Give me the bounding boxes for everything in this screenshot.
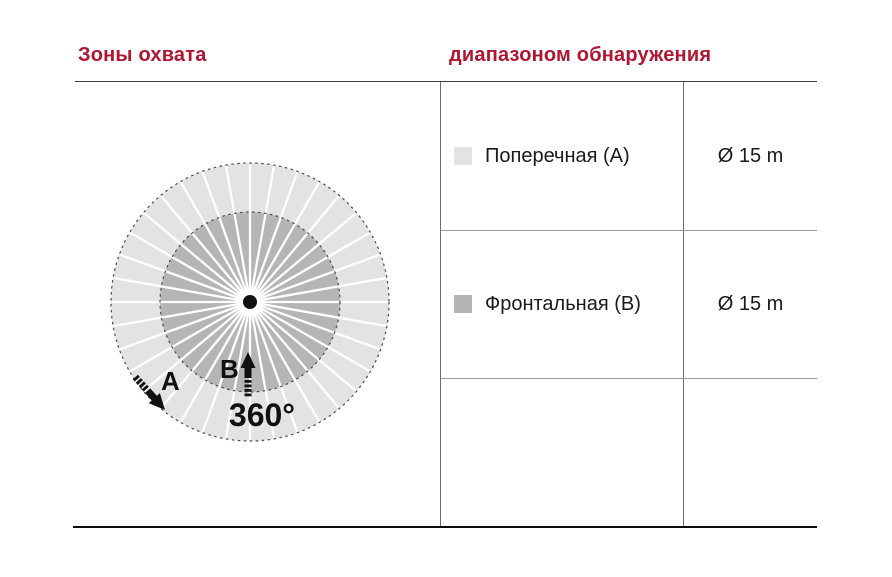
section-title-zones: Зоны охвата — [78, 44, 207, 66]
sensor-center-dot — [243, 295, 257, 309]
zone-a-name: Поперечная (A) — [485, 144, 630, 167]
coverage-diagram — [90, 142, 410, 462]
zone-b-label: B — [220, 354, 239, 384]
zone-b-name: Фронтальная (B) — [485, 292, 641, 315]
table-row-empty-value — [684, 378, 817, 526]
table-row — [441, 82, 683, 230]
zone-a-diameter: Ø 15 m — [717, 144, 784, 167]
rotation-360-label: 360° — [228, 397, 296, 433]
zone-b-diameter: Ø 15 m — [717, 292, 784, 315]
zone-b-swatch — [454, 295, 472, 313]
coverage-diagram-svg — [90, 142, 410, 462]
zone-a-swatch — [454, 147, 472, 165]
zone-a-label: A — [161, 366, 180, 396]
bottom-rule — [73, 526, 817, 528]
table-row-empty-label — [441, 378, 683, 526]
section-title-detection-range: диапазоном обнаружения — [449, 44, 712, 66]
table-row — [441, 230, 683, 378]
